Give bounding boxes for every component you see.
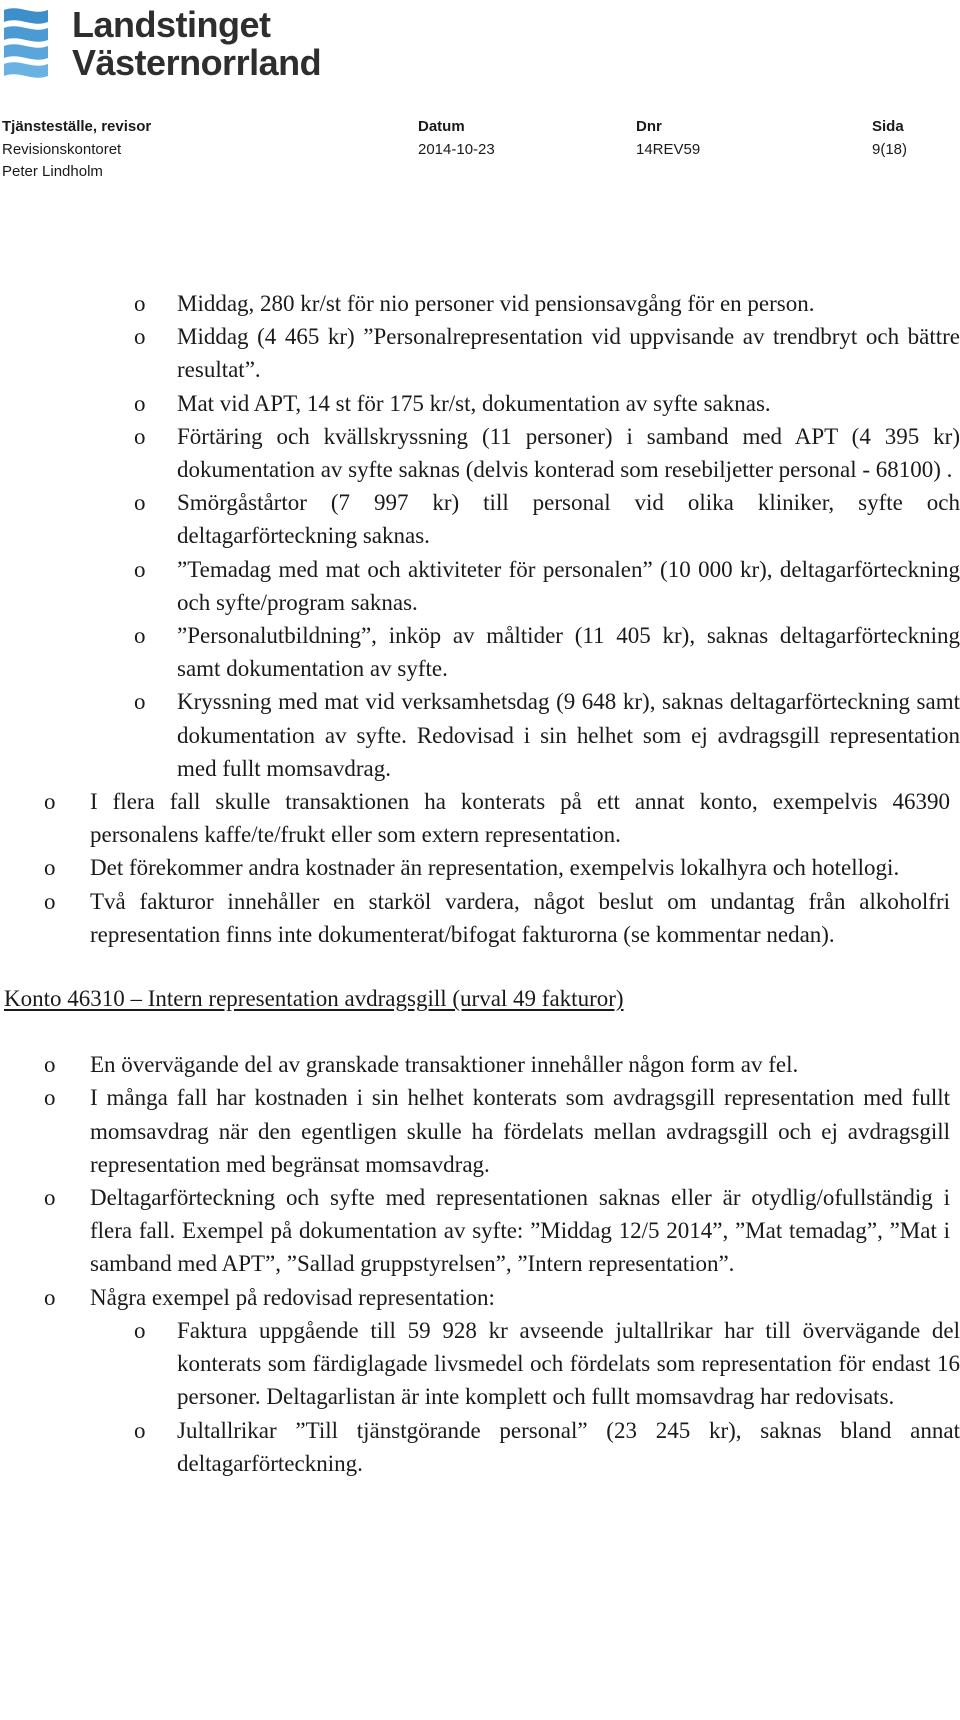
bullet-marker: o: [134, 390, 146, 416]
header-author-column: [2, 116, 151, 184]
header-dnr-label: Dnr: [636, 118, 662, 135]
list-item-text: I flera fall skulle transaktionen ha konterats på ett annat konto, exempelvis 46390 personalens kaffe/te/frukt eller som extern representation.: [90, 789, 950, 848]
list-item: [0, 785, 950, 851]
sub-list-item-text: Middag (4 465 kr) ”Personalrepresentation vid uppvisande av trendbryt och bättre resultat”.: [177, 324, 960, 383]
header-page-label: Sida: [872, 118, 904, 135]
list-item: [0, 1081, 950, 1181]
header-date-column: [418, 116, 495, 161]
list-item-text: Några exempel på redovisad representation:: [90, 1284, 495, 1310]
bullet-marker: o: [134, 1317, 146, 1343]
list-item: [0, 1181, 950, 1281]
section-heading: Konto 46310 – Intern representation avdragsgill (urval 49 fakturor): [4, 986, 624, 1012]
list-item-text: Deltagarförteckning och syfte med representationen saknas eller är otydlig/ofullständig i flera fall. Exempel på dokumentation av syfte: ”Middag 12/5 2014”, ”Mat temadag”, ”Mat i samband med APT”, ”Sallad gruppstyrelsen”, ”Intern representation”.: [90, 1185, 950, 1277]
bullet-marker: o: [134, 689, 146, 715]
list-item: [0, 1281, 950, 1314]
bullet-marker: o: [44, 888, 56, 914]
logo-line-1: Landstinget: [72, 4, 271, 45]
bullet-marker: o: [44, 1085, 56, 1111]
sub-list-item: [0, 320, 960, 386]
bullet-marker: o: [44, 1185, 56, 1211]
bullet-marker: o: [44, 855, 56, 881]
header-date-value: 2014-10-23: [418, 140, 495, 158]
header-date-label: Datum: [418, 118, 465, 135]
bullet-marker: o: [44, 1284, 56, 1310]
sub-list-item: [0, 387, 960, 420]
sub-list-item-text: Jultallrikar ”Till tjänstgörande personal” (23 245 kr), saknas bland annat deltagarförteckning.: [177, 1417, 960, 1476]
logo-line-2: Västernorrland: [72, 42, 322, 83]
sub-list-item: [0, 420, 960, 486]
list-item-text: I många fall har kostnaden i sin helhet konterats som avdragsgill representation med fullt momsavdrag när den egentligen skulle ha fördelats mellan avdragsgill och ej avdragsgill representation med begränsat momsavdrag.: [90, 1085, 950, 1177]
header-author-label: Tjänsteställe, revisor: [2, 118, 152, 135]
sub-list-item: [0, 553, 960, 619]
bullet-marker: o: [134, 1417, 146, 1443]
list-item-text: Två fakturor innehåller en starköl vardera, något beslut om undantag från alkoholfri representation finns inte dokumenterat/bifogat fakturorna (se kommentar nedan).: [90, 888, 950, 947]
header-page-value: 9(18): [872, 140, 908, 158]
bullet-marker: o: [44, 1052, 56, 1078]
sub-list-item: [0, 287, 960, 320]
list-item: [0, 851, 950, 884]
sub-list-item-text: Förtäring och kvällskryssning (11 personer) i samband med APT (4 395 kr) dokumentation av syfte saknas (delvis konterad som resebiljetter personal - 68100) .: [177, 423, 960, 483]
list-item-text: En övervägande del av granskade transaktioner innehåller någon form av fel.: [90, 1052, 799, 1078]
header-person: Peter Lindholm: [2, 163, 103, 180]
sub-list-item: [0, 486, 960, 552]
header-dnr-value: 14REV59: [636, 140, 701, 158]
list-item: [0, 1048, 950, 1081]
document-body: [0, 287, 960, 1480]
bullet-marker: o: [134, 623, 146, 649]
organization-logo: [0, 0, 330, 86]
header-office: Revisionskontoret: [2, 140, 122, 158]
sub-list-item-text: ”Temadag med mat och aktiviteter för personalen” (10 000 kr), deltagarförteckning och syfte/program saknas.: [177, 556, 960, 615]
sub-list-item-text: Faktura uppgående till 59 928 kr avseende jultallrikar har till övervägande del konterats som färdiglagade livsmedel och fördelats som representation för endast 16 personer. Deltagarlistan är inte komplett och fullt momsavdrag har redovisats.: [177, 1317, 960, 1410]
sub-list-item: [0, 1414, 960, 1480]
sub-list-item-text: Smörgåstårtor (7 997 kr) till personal vid olika kliniker, syfte och deltagarförteckning saknas.: [177, 490, 960, 549]
header-dnr-column: [636, 116, 700, 161]
sub-list-item-text: Middag, 280 kr/st för nio personer vid pensionsavgång för en person.: [177, 291, 815, 316]
sub-list-item-text: Mat vid APT, 14 st för 175 kr/st, dokumentation av syfte saknas.: [177, 390, 771, 416]
sub-list-item: [0, 685, 960, 785]
flag-logo-icon: [2, 4, 62, 80]
bullet-marker: o: [44, 789, 56, 815]
bullet-marker: o: [134, 291, 146, 316]
sub-list-item-text: ”Personalutbildning”, inköp av måltider (11 405 kr), saknas deltagarförteckning samt dokumentation av syfte.: [177, 623, 960, 682]
list-item-text: Det förekommer andra kostnader än representation, exempelvis lokalhyra och hotellogi.: [90, 855, 900, 881]
sub-list-item: [0, 1314, 960, 1414]
bullet-marker: o: [134, 423, 146, 449]
sub-list-item-text: Kryssning med mat vid verksamhetsdag (9 648 kr), saknas deltagarförteckning samt dokumentation av syfte. Redovisad i sin helhet som ej avdragsgill representation med fullt momsavdrag.: [177, 689, 960, 781]
bullet-marker: o: [134, 490, 146, 516]
sub-list-item: [0, 619, 960, 685]
header-page-column: [872, 116, 907, 161]
bullet-marker: o: [134, 556, 146, 582]
bullet-marker: o: [134, 324, 146, 350]
list-item: [0, 885, 950, 951]
